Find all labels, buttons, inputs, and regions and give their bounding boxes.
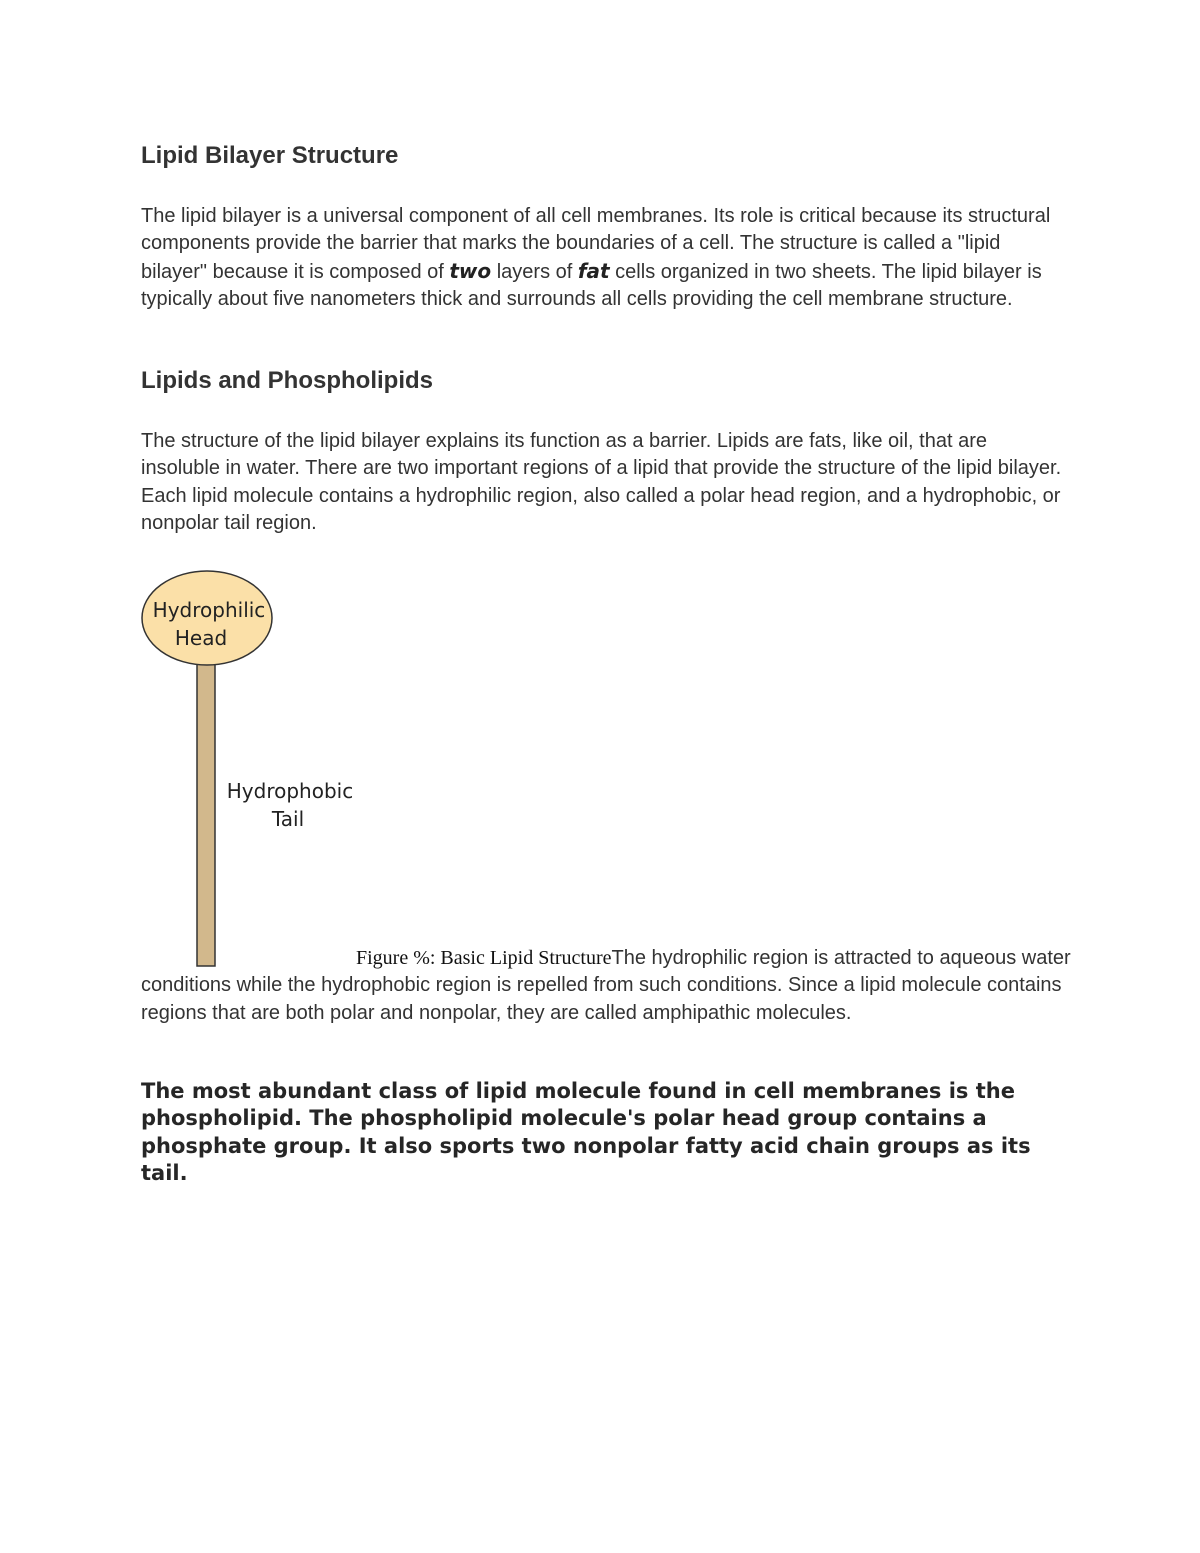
head-label-line1: Hydrophilic xyxy=(152,598,266,622)
section-heading-lipid-bilayer: Lipid Bilayer Structure xyxy=(141,142,399,169)
tail-label-line2: Tail xyxy=(271,807,305,831)
lipid-structure-figure xyxy=(139,568,369,968)
tail-label-line1: Hydrophobic xyxy=(226,779,354,803)
emphasis-two: two xyxy=(449,258,492,283)
paragraph-text: The lipid bilayer is a universal component of all cell membranes. Its role is critical because its structural components provide the barrier that marks the boundaries of a cell. The structure is called a "lipid bilayer" because it is composed of xyxy=(141,205,1051,283)
paragraph-text: layers of xyxy=(491,260,578,283)
paragraph-phospholipid: The most abundant class of lipid molecule found in cell membranes is the phospholipid. The phospholipid molecule's polar head group contains a phosphate group. It also sports two nonpolar fatty acid chain groups as its tail. xyxy=(141,1079,1031,1185)
section-heading-lipids-phospholipids: Lipids and Phospholipids xyxy=(141,367,433,394)
paragraph-amphipathic xyxy=(141,945,1071,1027)
paragraph-bilayer-intro xyxy=(141,203,1071,313)
paragraph-lipid-regions: The structure of the lipid bilayer explains its function as a barrier. Lipids are fats, like oil, that are insoluble in water. There are two important regions of a lipid that provide the structure of the lipid bilayer. Each lipid molecule contains a hydrophilic region, also called a polar head region, and a hydrophobic, or nonpolar tail region. xyxy=(141,430,1062,534)
figure-caption: Figure %: Basic Lipid Structure xyxy=(356,947,612,969)
head-label-line2: Head xyxy=(174,626,228,650)
hydrophobic-tail-bar xyxy=(197,664,215,966)
paragraph-text: cells organized in two sheets. The lipid bilayer is typically about five nanometers thick and surrounds all cells providing the cell membrane structure. xyxy=(141,260,1042,310)
emphasis-fat: fat xyxy=(577,258,610,283)
paragraph-text: The hydrophilic region is attracted to aqueous water conditions while the hydrophobic region is repelled from such conditions. Since a lipid molecule contains regions that are both polar and nonpolar, they are called amphipathic molecules. xyxy=(141,947,1071,1024)
